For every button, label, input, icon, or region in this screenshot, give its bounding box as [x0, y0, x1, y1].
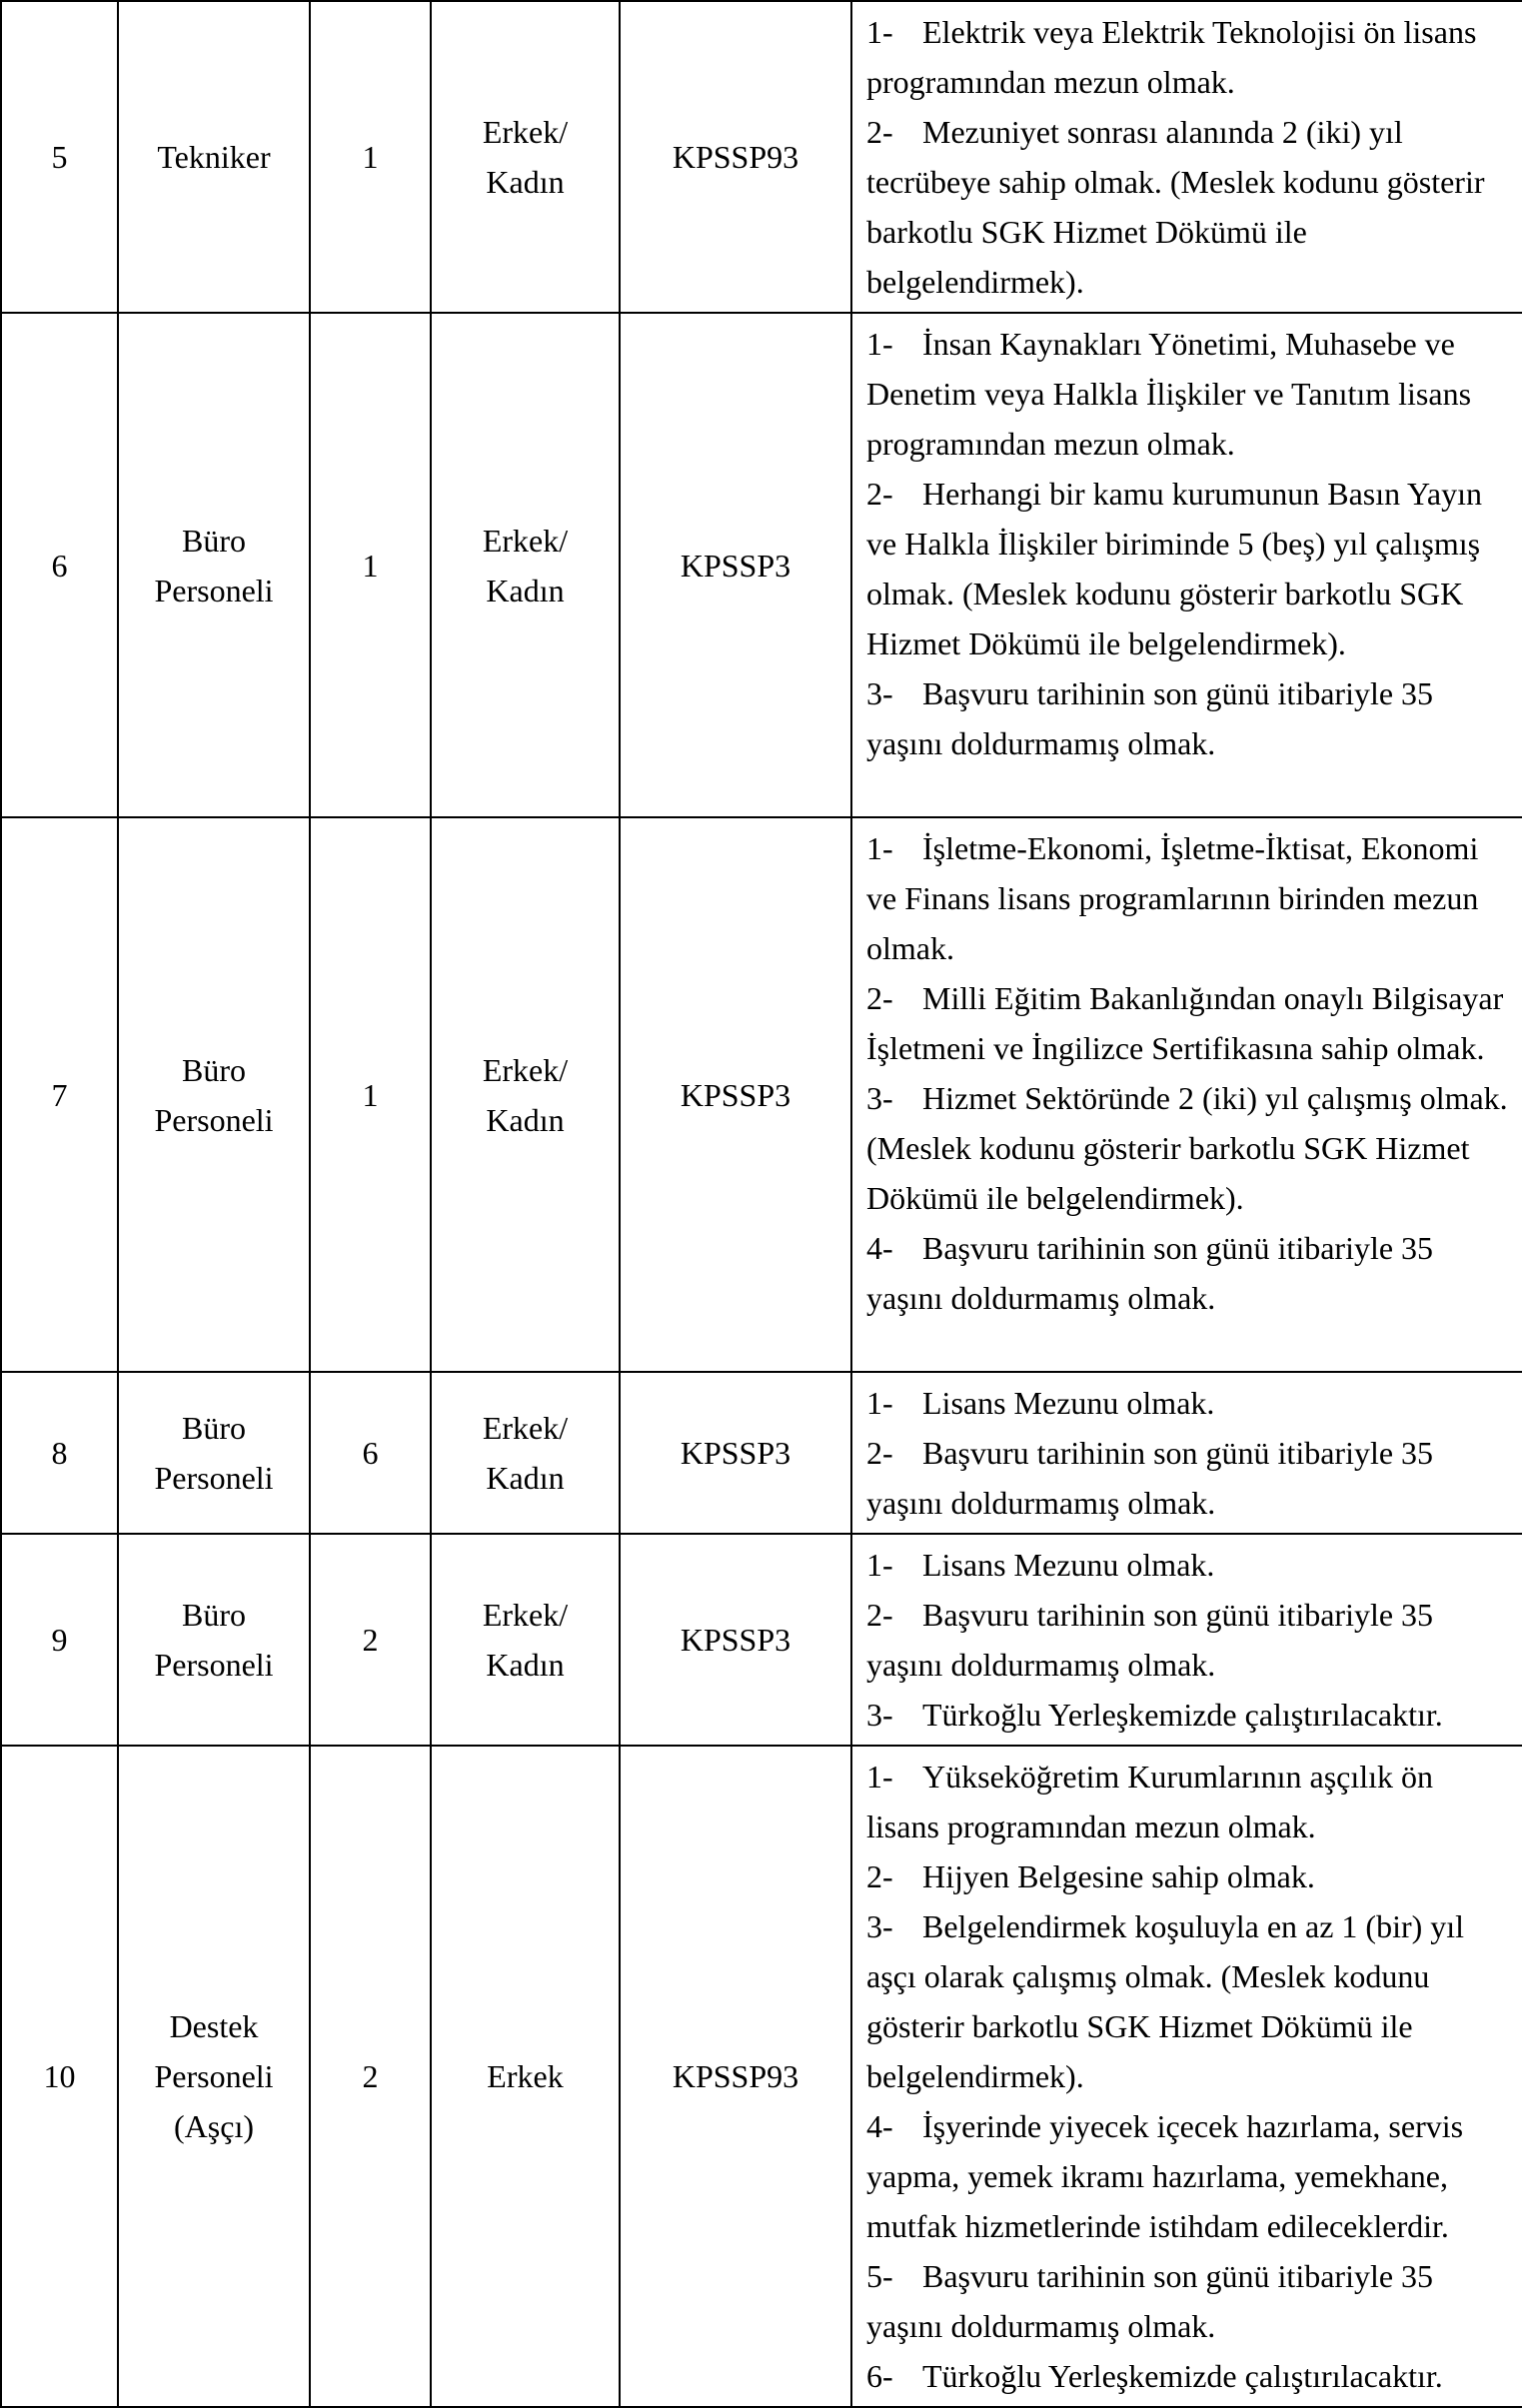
requirement-item [866, 1378, 1508, 1428]
requirement-number: 3- [866, 1697, 893, 1733]
requirement-number: 3- [866, 675, 893, 711]
requirement-text: Başvuru tarihinin son günü itibariyle 35 yaşını doldurmamış olmak. [866, 2258, 1434, 2344]
position-title-line: Büro [182, 1410, 246, 1446]
requirement-number: 3- [866, 1080, 893, 1116]
position-title-line: Tekniker [157, 139, 271, 175]
requirement-text: Yükseköğretim Kurumlarının aşçılık ön lisans programından mezun olmak. [866, 1759, 1434, 1844]
requirement-number: 1- [866, 326, 893, 362]
row-number: 10 [43, 2058, 76, 2094]
position-count: 1 [362, 139, 379, 175]
position-count-cell [310, 313, 431, 817]
requirement-number: 1- [866, 1385, 893, 1421]
gender-cell [431, 1, 620, 313]
position-title-line: (Aşçı) [174, 2108, 254, 2144]
requirement-text: Mezuniyet sonrası alanında 2 (iki) yıl tecrübeye sahip olmak. (Meslek kodunu gösterir barkotlu SGK Hizmet Dökümü ile belgelendirmek). [866, 114, 1485, 300]
gender-cell [431, 1372, 620, 1534]
requirement-text: Başvuru tarihinin son günü itibariyle 35 yaşını doldurmamış olmak. [866, 1597, 1434, 1683]
requirement-text: Milli Eğitim Bakanlığından onaylı Bilgisayar İşletmeni ve İngilizce Sertifikasına sahip olmak. [866, 980, 1504, 1066]
row-number-cell [1, 1, 118, 313]
position-title-line: Büro [182, 1051, 246, 1088]
kpss-score-type: KPSSP3 [680, 547, 791, 584]
position-title-line: Büro [182, 522, 246, 559]
position-title-line: Personeli [154, 1101, 274, 1138]
requirements-cell [851, 1, 1522, 313]
requirement-number: 5- [866, 2258, 893, 2294]
gender-cell [431, 313, 620, 817]
requirements-list [866, 823, 1508, 1323]
gender-line: Erkek/ [482, 1051, 569, 1088]
position-title-line: Destek [169, 2008, 259, 2044]
row-number-cell [1, 1746, 118, 2407]
requirement-number: 1- [866, 1547, 893, 1583]
requirement-number: 2- [866, 114, 893, 150]
requirements-list [866, 1752, 1508, 2401]
requirement-text: Elektrik veya Elektrik Teknolojisi ön lisans programından mezun olmak. [866, 14, 1477, 100]
kpss-score-type: KPSSP93 [672, 2058, 799, 2094]
position-count: 2 [362, 2058, 379, 2094]
table-row [1, 1, 1522, 313]
row-number-cell [1, 313, 118, 817]
position-count: 1 [362, 1076, 379, 1113]
requirement-item [866, 2251, 1508, 2351]
requirements-cell [851, 1746, 1522, 2407]
kpss-score-type: KPSSP3 [680, 1435, 791, 1471]
requirement-text: Belgelendirmek koşuluyla en az 1 (bir) yıl aşçı olarak çalışmış olmak. (Meslek kodunu gösterir barkotlu SGK Hizmet Dökümü ile belgelendirmek). [866, 1908, 1465, 2094]
position-title-cell [118, 817, 310, 1372]
row-number-cell [1, 817, 118, 1372]
requirement-number: 1- [866, 1759, 893, 1795]
kpss-cell [620, 1, 851, 313]
requirements-cell [851, 1372, 1522, 1534]
table-row [1, 1534, 1522, 1746]
table-row [1, 313, 1522, 817]
position-count: 6 [362, 1435, 379, 1471]
requirements-list [866, 1540, 1508, 1740]
kpss-cell [620, 1746, 851, 2407]
requirement-text: Herhangi bir kamu kurumunun Basın Yayın ve Halkla İlişkiler biriminde 5 (beş) yıl çalışmış olmak. (Meslek kodunu gösterir barkotlu SGK Hizmet Dökümü ile belgelendirmek). [866, 476, 1482, 661]
gender-line: Kadın [486, 572, 565, 608]
position-title-line: Büro [182, 1597, 246, 1633]
gender-line: Kadın [486, 1647, 565, 1683]
requirement-item [866, 107, 1508, 307]
requirement-item [866, 1073, 1508, 1223]
requirement-text: Hizmet Sektöründe 2 (iki) yıl çalışmış olmak. (Meslek kodunu gösterir barkotlu SGK Hizmet Dökümü ile belgelendirmek). [866, 1080, 1508, 1216]
requirements-list [866, 319, 1508, 768]
requirement-number: 4- [866, 2108, 893, 2144]
requirement-item [866, 7, 1508, 107]
position-count-cell [310, 817, 431, 1372]
requirement-number: 2- [866, 476, 893, 512]
requirements-cell [851, 817, 1522, 1372]
position-title-cell [118, 313, 310, 817]
requirement-number: 2- [866, 1597, 893, 1633]
requirement-number: 2- [866, 980, 893, 1016]
kpss-cell [620, 1534, 851, 1746]
position-title-cell [118, 1372, 310, 1534]
requirement-item [866, 1690, 1508, 1740]
requirement-text: Başvuru tarihinin son günü itibariyle 35 yaşını doldurmamış olmak. [866, 1230, 1434, 1316]
requirement-text: Lisans Mezunu olmak. [922, 1385, 1215, 1421]
requirement-text: Türkoğlu Yerleşkemizde çalıştırılacaktır. [922, 1697, 1443, 1733]
gender-cell [431, 1534, 620, 1746]
position-count-cell [310, 1746, 431, 2407]
requirement-text: Türkoğlu Yerleşkemizde çalıştırılacaktır. [922, 2358, 1443, 2394]
gender-line: Erkek/ [482, 1597, 569, 1633]
gender-line: Erkek/ [482, 114, 569, 150]
requirement-number: 6- [866, 2358, 893, 2394]
position-count-cell [310, 1372, 431, 1534]
position-title-cell [118, 1, 310, 313]
table-row [1, 1372, 1522, 1534]
requirement-item [866, 2101, 1508, 2251]
requirement-text: İşyerinde yiyecek içecek hazırlama, servis yapma, yemek ikramı hazırlama, yemekhane, mutfak hizmetlerinde istihdam edileceklerdir. [866, 2108, 1464, 2244]
requirement-item [866, 1540, 1508, 1590]
gender-line: Erkek [487, 2058, 564, 2094]
position-count-cell [310, 1534, 431, 1746]
position-title-cell [118, 1534, 310, 1746]
position-count: 1 [362, 547, 379, 584]
gender-line: Kadın [486, 1101, 565, 1138]
gender-line: Erkek/ [482, 1410, 569, 1446]
requirement-number: 2- [866, 1435, 893, 1471]
requirement-number: 4- [866, 1230, 893, 1266]
requirements-list [866, 1378, 1508, 1528]
requirements-list [866, 7, 1508, 307]
requirements-cell [851, 313, 1522, 817]
position-title-line: Personeli [154, 1647, 274, 1683]
table-row [1, 1746, 1522, 2407]
requirement-item [866, 823, 1508, 973]
requirement-text: Başvuru tarihinin son günü itibariyle 35 yaşını doldurmamış olmak. [866, 1435, 1434, 1521]
requirement-text: Hijyen Belgesine sahip olmak. [922, 1858, 1315, 1894]
kpss-score-type: KPSSP93 [672, 139, 799, 175]
requirement-item [866, 1752, 1508, 1851]
requirement-text: Başvuru tarihinin son günü itibariyle 35 yaşını doldurmamış olmak. [866, 675, 1434, 761]
requirement-text: İşletme-Ekonomi, İşletme-İktisat, Ekonomi ve Finans lisans programlarının birinden mezun olmak. [866, 830, 1479, 966]
kpss-cell [620, 817, 851, 1372]
row-number: 9 [51, 1622, 68, 1658]
requirement-item [866, 973, 1508, 1073]
kpss-cell [620, 1372, 851, 1534]
row-number-cell [1, 1534, 118, 1746]
requirement-number: 3- [866, 1908, 893, 1944]
requirement-number: 1- [866, 14, 893, 50]
row-number: 7 [51, 1076, 68, 1113]
requirement-item [866, 469, 1508, 668]
gender-line: Erkek/ [482, 522, 569, 559]
requirement-item [866, 1428, 1508, 1528]
kpss-score-type: KPSSP3 [680, 1076, 791, 1113]
position-title-line: Personeli [154, 1460, 274, 1496]
row-number: 5 [51, 139, 68, 175]
requirement-number: 2- [866, 1858, 893, 1894]
position-count: 2 [362, 1622, 379, 1658]
requirements-cell [851, 1534, 1522, 1746]
row-number-cell [1, 1372, 118, 1534]
requirement-item [866, 1851, 1508, 1901]
requirement-item [866, 1590, 1508, 1690]
row-number: 8 [51, 1435, 68, 1471]
position-count-cell [310, 1, 431, 313]
requirement-text: İnsan Kaynakları Yönetimi, Muhasebe ve Denetim veya Halkla İlişkiler ve Tanıtım lisans programından mezun olmak. [866, 326, 1472, 462]
table-body [1, 1, 1522, 2407]
requirement-item [866, 2351, 1508, 2401]
requirement-number: 1- [866, 830, 893, 866]
requirement-item [866, 668, 1508, 768]
position-title-line: Personeli [154, 572, 274, 608]
row-number: 6 [51, 547, 68, 584]
gender-cell [431, 1746, 620, 2407]
gender-cell [431, 817, 620, 1372]
gender-line: Kadın [486, 1460, 565, 1496]
requirement-item [866, 1223, 1508, 1323]
position-title-line: Personeli [154, 2058, 274, 2094]
kpss-cell [620, 313, 851, 817]
position-title-cell [118, 1746, 310, 2407]
requirement-text: Lisans Mezunu olmak. [922, 1547, 1215, 1583]
gender-line: Kadın [486, 164, 565, 200]
table-row [1, 817, 1522, 1372]
requirement-item [866, 1901, 1508, 2101]
kpss-score-type: KPSSP3 [680, 1622, 791, 1658]
requirement-item [866, 319, 1508, 469]
